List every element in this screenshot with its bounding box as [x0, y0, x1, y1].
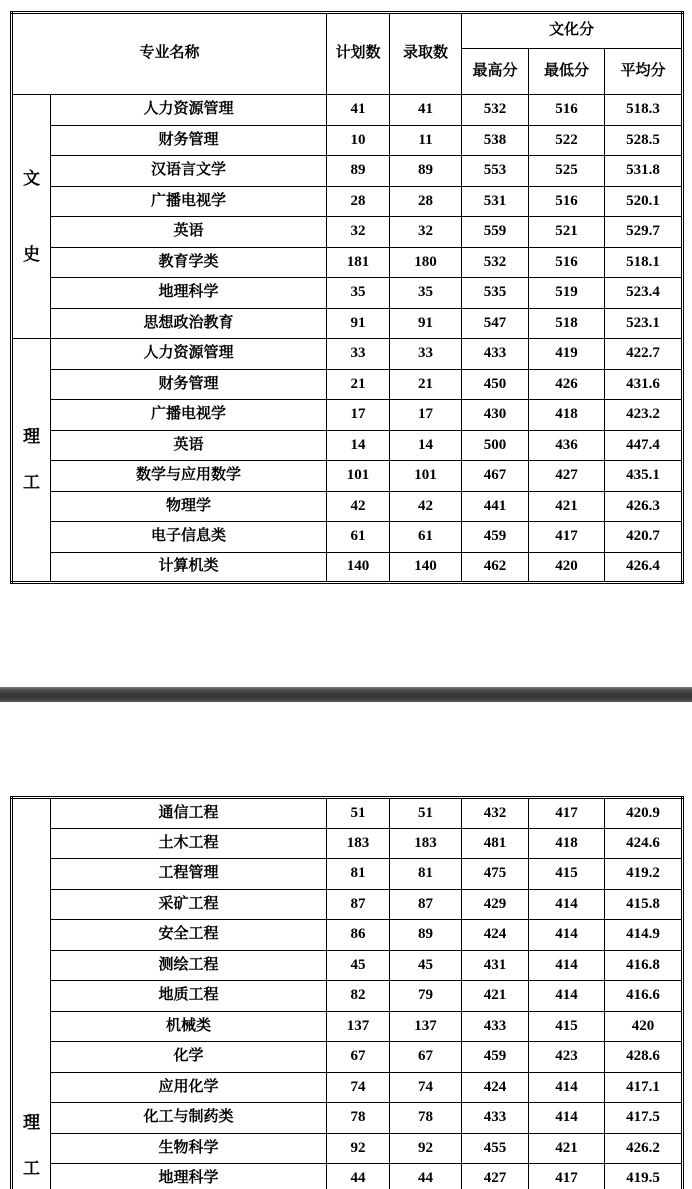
score-value-cell: 414 [529, 950, 605, 981]
score-value-cell: 61 [327, 522, 390, 553]
major-name-cell: 教育学类 [51, 247, 327, 278]
score-value-cell: 92 [390, 1133, 462, 1164]
major-name-cell: 通信工程 [51, 798, 327, 829]
score-value-cell: 42 [327, 491, 390, 522]
table-row [12, 1011, 683, 1042]
score-value-cell: 421 [529, 491, 605, 522]
table-row [12, 1072, 683, 1103]
table-row [12, 156, 683, 187]
score-value-cell: 181 [327, 247, 390, 278]
score-value-cell: 518.3 [605, 95, 683, 126]
category-label: 史 [23, 244, 40, 264]
score-value-cell: 81 [390, 859, 462, 890]
score-value-cell: 423.2 [605, 400, 683, 431]
table-row [12, 828, 683, 859]
score-value-cell: 531 [462, 186, 529, 217]
admission-score-table-page2 [10, 796, 684, 1189]
score-value-cell: 61 [390, 522, 462, 553]
score-value-cell: 32 [390, 217, 462, 248]
major-name-cell: 汉语言文学 [51, 156, 327, 187]
score-value-cell: 35 [327, 278, 390, 309]
score-value-cell: 481 [462, 828, 529, 859]
score-value-cell: 420 [605, 1011, 683, 1042]
table-row [12, 247, 683, 278]
score-value-cell: 532 [462, 95, 529, 126]
score-value-cell: 51 [327, 798, 390, 829]
major-name-cell: 英语 [51, 217, 327, 248]
score-value-cell: 418 [529, 828, 605, 859]
score-value-cell: 519 [529, 278, 605, 309]
score-value-cell: 467 [462, 461, 529, 492]
category-label: 文 [23, 168, 40, 188]
score-value-cell: 415 [529, 859, 605, 890]
score-value-cell: 455 [462, 1133, 529, 1164]
score-value-cell: 87 [327, 889, 390, 920]
table-row [12, 461, 683, 492]
major-name-cell: 生物科学 [51, 1133, 327, 1164]
score-value-cell: 67 [390, 1042, 462, 1073]
score-value-cell: 518 [529, 308, 605, 339]
header-row-1 [12, 13, 683, 49]
score-value-cell: 523.4 [605, 278, 683, 309]
score-value-cell: 516 [529, 95, 605, 126]
score-value-cell: 417 [529, 522, 605, 553]
major-name-cell: 人力资源管理 [51, 95, 327, 126]
score-value-cell: 459 [462, 522, 529, 553]
score-value-cell: 32 [327, 217, 390, 248]
score-value-cell: 428.6 [605, 1042, 683, 1073]
score-value-cell: 431.6 [605, 369, 683, 400]
score-value-cell: 426 [529, 369, 605, 400]
table-row [12, 217, 683, 248]
score-value-cell: 79 [390, 981, 462, 1012]
score-value-cell: 140 [327, 552, 390, 583]
document-page-2 [0, 702, 692, 1189]
major-name-cell: 广播电视学 [51, 400, 327, 431]
major-name-cell: 财务管理 [51, 125, 327, 156]
major-name-cell: 测绘工程 [51, 950, 327, 981]
score-value-cell: 89 [390, 156, 462, 187]
score-value-cell: 17 [327, 400, 390, 431]
major-name-cell: 电子信息类 [51, 522, 327, 553]
category-label: 理 [23, 1113, 40, 1133]
score-value-cell: 421 [462, 981, 529, 1012]
table-row [12, 339, 683, 370]
table-row [12, 308, 683, 339]
score-value-cell: 92 [327, 1133, 390, 1164]
major-name-cell: 化工与制药类 [51, 1103, 327, 1134]
table-row [12, 522, 683, 553]
table-row [12, 186, 683, 217]
category-label-group [13, 427, 50, 492]
category-label-group [13, 169, 50, 264]
score-value-cell: 422.7 [605, 339, 683, 370]
score-value-cell: 91 [327, 308, 390, 339]
major-name-cell: 应用化学 [51, 1072, 327, 1103]
table-row [12, 1042, 683, 1073]
score-value-cell: 522 [529, 125, 605, 156]
score-value-cell: 421 [529, 1133, 605, 1164]
score-value-cell: 447.4 [605, 430, 683, 461]
score-value-cell: 433 [462, 1103, 529, 1134]
score-value-cell: 183 [327, 828, 390, 859]
col-header-avg-score: 平均分 [605, 49, 683, 95]
score-value-cell: 426.4 [605, 552, 683, 583]
score-value-cell: 86 [327, 920, 390, 951]
col-header-major-name: 专业名称 [12, 13, 327, 95]
score-value-cell: 45 [390, 950, 462, 981]
col-header-min-score: 最低分 [529, 49, 605, 95]
score-value-cell: 137 [390, 1011, 462, 1042]
table-row [12, 278, 683, 309]
table-row [12, 400, 683, 431]
major-name-cell: 人力资源管理 [51, 339, 327, 370]
score-value-cell: 17 [390, 400, 462, 431]
score-value-cell: 523.1 [605, 308, 683, 339]
col-header-admit-count: 录取数 [390, 13, 462, 95]
score-value-cell: 74 [390, 1072, 462, 1103]
admission-score-table-page1 [10, 11, 684, 584]
score-value-cell: 531.8 [605, 156, 683, 187]
score-value-cell: 91 [390, 308, 462, 339]
score-value-cell: 414 [529, 920, 605, 951]
table-row [12, 950, 683, 981]
score-value-cell: 51 [390, 798, 462, 829]
score-value-cell: 417.1 [605, 1072, 683, 1103]
score-value-cell: 435.1 [605, 461, 683, 492]
major-name-cell: 英语 [51, 430, 327, 461]
score-value-cell: 417 [529, 798, 605, 829]
score-value-cell: 33 [390, 339, 462, 370]
score-value-cell: 28 [390, 186, 462, 217]
score-value-cell: 415.8 [605, 889, 683, 920]
score-value-cell: 427 [462, 1164, 529, 1189]
category-cell [12, 798, 51, 1189]
score-value-cell: 525 [529, 156, 605, 187]
table-row [12, 859, 683, 890]
score-value-cell: 553 [462, 156, 529, 187]
score-value-cell: 44 [390, 1164, 462, 1189]
score-value-cell: 528.5 [605, 125, 683, 156]
score-value-cell: 414 [529, 889, 605, 920]
score-value-cell: 427 [529, 461, 605, 492]
table-row [12, 125, 683, 156]
category-label: 工 [23, 473, 40, 492]
major-name-cell: 广播电视学 [51, 186, 327, 217]
score-value-cell: 516 [529, 186, 605, 217]
table-row [12, 920, 683, 951]
score-value-cell: 35 [390, 278, 462, 309]
score-value-cell: 529.7 [605, 217, 683, 248]
score-value-cell: 538 [462, 125, 529, 156]
score-value-cell: 101 [327, 461, 390, 492]
score-value-cell: 436 [529, 430, 605, 461]
major-name-cell: 地理科学 [51, 1164, 327, 1189]
score-value-cell: 462 [462, 552, 529, 583]
table-row [12, 889, 683, 920]
major-name-cell: 计算机类 [51, 552, 327, 583]
table-row [12, 1103, 683, 1134]
table-row [12, 552, 683, 583]
score-value-cell: 419 [529, 339, 605, 370]
score-value-cell: 431 [462, 950, 529, 981]
score-value-cell: 11 [390, 125, 462, 156]
score-value-cell: 414 [529, 981, 605, 1012]
score-value-cell: 415 [529, 1011, 605, 1042]
score-value-cell: 429 [462, 889, 529, 920]
page-break-separator [0, 687, 692, 702]
col-header-plan-count: 计划数 [327, 13, 390, 95]
score-value-cell: 419.5 [605, 1164, 683, 1189]
score-value-cell: 441 [462, 491, 529, 522]
score-value-cell: 45 [327, 950, 390, 981]
score-value-cell: 78 [327, 1103, 390, 1134]
score-value-cell: 21 [327, 369, 390, 400]
category-label: 理 [23, 427, 40, 447]
table-row [12, 981, 683, 1012]
category-cell [12, 95, 51, 339]
score-value-cell: 535 [462, 278, 529, 309]
score-value-cell: 10 [327, 125, 390, 156]
score-value-cell: 417.5 [605, 1103, 683, 1134]
table-row [12, 430, 683, 461]
score-value-cell: 419.2 [605, 859, 683, 890]
score-value-cell: 547 [462, 308, 529, 339]
major-name-cell: 数学与应用数学 [51, 461, 327, 492]
score-value-cell: 140 [390, 552, 462, 583]
score-value-cell: 33 [327, 339, 390, 370]
major-name-cell: 采矿工程 [51, 889, 327, 920]
table-row [12, 1133, 683, 1164]
score-value-cell: 81 [327, 859, 390, 890]
score-value-cell: 420.9 [605, 798, 683, 829]
score-value-cell: 137 [327, 1011, 390, 1042]
score-value-cell: 459 [462, 1042, 529, 1073]
score-value-cell: 28 [327, 186, 390, 217]
score-value-cell: 89 [327, 156, 390, 187]
table-row [12, 369, 683, 400]
category-label-group [13, 813, 50, 1178]
score-value-cell: 87 [390, 889, 462, 920]
table-row [12, 798, 683, 829]
major-name-cell: 安全工程 [51, 920, 327, 951]
score-value-cell: 475 [462, 859, 529, 890]
score-value-cell: 420 [529, 552, 605, 583]
score-value-cell: 417 [529, 1164, 605, 1189]
score-value-cell: 41 [327, 95, 390, 126]
major-name-cell: 机械类 [51, 1011, 327, 1042]
table-row [12, 1164, 683, 1189]
major-name-cell: 土木工程 [51, 828, 327, 859]
score-value-cell: 67 [327, 1042, 390, 1073]
score-value-cell: 89 [390, 920, 462, 951]
major-name-cell: 地质工程 [51, 981, 327, 1012]
score-value-cell: 414 [529, 1103, 605, 1134]
score-value-cell: 424 [462, 920, 529, 951]
major-name-cell: 地理科学 [51, 278, 327, 309]
score-value-cell: 21 [390, 369, 462, 400]
major-name-cell: 思想政治教育 [51, 308, 327, 339]
table-row [12, 491, 683, 522]
major-name-cell: 工程管理 [51, 859, 327, 890]
score-value-cell: 41 [390, 95, 462, 126]
col-header-max-score: 最高分 [462, 49, 529, 95]
score-value-cell: 532 [462, 247, 529, 278]
score-value-cell: 518.1 [605, 247, 683, 278]
score-value-cell: 521 [529, 217, 605, 248]
score-value-cell: 418 [529, 400, 605, 431]
score-value-cell: 426.2 [605, 1133, 683, 1164]
score-value-cell: 180 [390, 247, 462, 278]
score-value-cell: 426.3 [605, 491, 683, 522]
score-value-cell: 44 [327, 1164, 390, 1189]
major-name-cell: 物理学 [51, 491, 327, 522]
score-value-cell: 414.9 [605, 920, 683, 951]
score-value-cell: 416.8 [605, 950, 683, 981]
category-cell [12, 339, 51, 583]
score-value-cell: 14 [327, 430, 390, 461]
major-name-cell: 化学 [51, 1042, 327, 1073]
score-value-cell: 414 [529, 1072, 605, 1103]
score-value-cell: 423 [529, 1042, 605, 1073]
score-value-cell: 78 [390, 1103, 462, 1134]
score-value-cell: 14 [390, 430, 462, 461]
score-value-cell: 420.7 [605, 522, 683, 553]
score-value-cell: 42 [390, 491, 462, 522]
score-value-cell: 520.1 [605, 186, 683, 217]
score-value-cell: 183 [390, 828, 462, 859]
score-value-cell: 416.6 [605, 981, 683, 1012]
score-value-cell: 430 [462, 400, 529, 431]
table-row [12, 95, 683, 126]
score-value-cell: 432 [462, 798, 529, 829]
score-value-cell: 516 [529, 247, 605, 278]
score-value-cell: 424 [462, 1072, 529, 1103]
col-header-culture-score: 文化分 [462, 13, 683, 49]
score-value-cell: 559 [462, 217, 529, 248]
score-value-cell: 500 [462, 430, 529, 461]
score-value-cell: 450 [462, 369, 529, 400]
score-value-cell: 433 [462, 339, 529, 370]
score-value-cell: 424.6 [605, 828, 683, 859]
major-name-cell: 财务管理 [51, 369, 327, 400]
score-value-cell: 101 [390, 461, 462, 492]
score-value-cell: 74 [327, 1072, 390, 1103]
score-value-cell: 433 [462, 1011, 529, 1042]
score-value-cell: 82 [327, 981, 390, 1012]
category-label: 工 [23, 1158, 40, 1178]
